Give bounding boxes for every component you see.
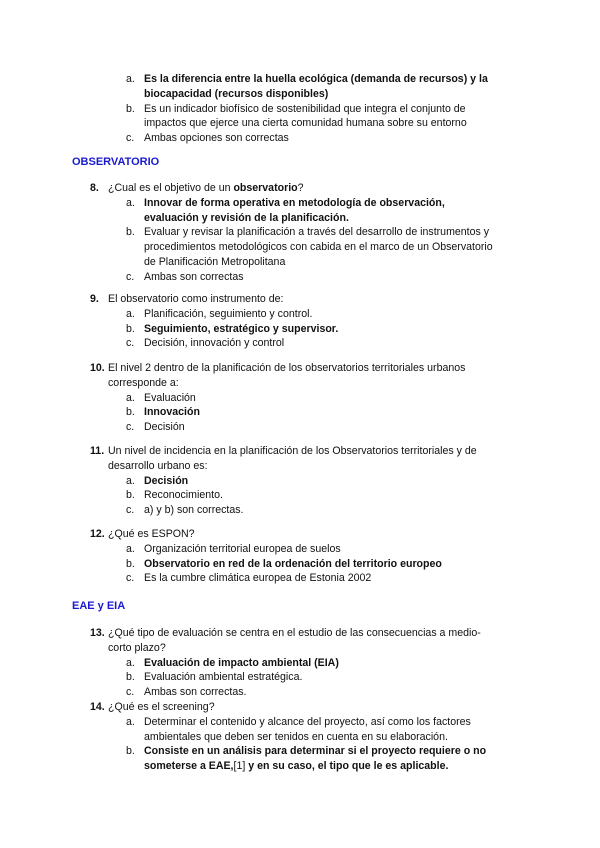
option-text: Evaluar y revisar la planificación a través del desarrollo de instrumentos y procedimientos metodológicos con cabida en el marco de un Observatorio de Planificación Metropolitana bbox=[144, 226, 493, 268]
option-letter: a. bbox=[126, 656, 135, 669]
question-10 bbox=[90, 361, 500, 435]
option-letter: c. bbox=[126, 572, 135, 585]
question-14 bbox=[90, 700, 500, 774]
option-b bbox=[90, 102, 500, 132]
option-text: Decisión bbox=[144, 421, 185, 434]
question-text-bold: observatorio bbox=[233, 182, 298, 194]
question-text-post: ? bbox=[297, 182, 304, 194]
option-b bbox=[90, 322, 500, 337]
question-text: El observatorio como instrumento de: bbox=[108, 293, 284, 305]
option-a bbox=[90, 307, 500, 322]
option-c bbox=[90, 131, 500, 146]
option-c bbox=[90, 420, 500, 435]
option-text: Ambas son correctas bbox=[144, 270, 244, 283]
option-letter: b. bbox=[126, 226, 135, 239]
option-letter: b. bbox=[126, 322, 135, 335]
option-list bbox=[90, 715, 500, 774]
question-text: ¿Qué es el screening? bbox=[108, 701, 215, 713]
option-text: Innovar de forma operativa en metodología de observación, evaluación y revisión de la planificación. bbox=[144, 196, 445, 224]
option-text: Es un indicador biofísico de sostenibilidad que integra el conjunto de impactos que ejerce una cierta comunidad humana sobre su entorno bbox=[144, 102, 467, 130]
option-letter: a. bbox=[126, 715, 135, 728]
option-letter: b. bbox=[126, 671, 135, 684]
option-b bbox=[90, 670, 500, 685]
option-b bbox=[90, 744, 500, 774]
question-number: 12. bbox=[90, 528, 105, 540]
option-text-pre: Consiste en un análisis para determinar si el proyecto requiere o no someterse a EAE, bbox=[144, 745, 487, 773]
question-12 bbox=[90, 527, 500, 586]
option-c bbox=[90, 270, 500, 285]
option-a bbox=[90, 474, 500, 489]
option-a bbox=[90, 656, 500, 671]
option-b bbox=[90, 225, 500, 269]
option-text bbox=[144, 745, 486, 772]
question-text: ¿Qué tipo de evaluación se centra en el estudio de las consecuencias a medio-corto plazo? bbox=[108, 627, 481, 654]
option-list bbox=[90, 307, 500, 351]
option-a bbox=[90, 542, 500, 557]
option-list bbox=[90, 542, 500, 586]
question-9 bbox=[90, 292, 500, 351]
option-list bbox=[90, 72, 500, 146]
option-text: Ambas opciones son correctas bbox=[144, 132, 289, 145]
option-b bbox=[90, 557, 500, 572]
question-text: ¿Qué es ESPON? bbox=[108, 528, 195, 540]
option-letter: c. bbox=[126, 686, 135, 699]
question-8 bbox=[90, 181, 500, 285]
option-a bbox=[90, 715, 500, 745]
section-title-observatorio: OBSERVATORIO bbox=[72, 156, 160, 168]
option-text: Es la diferencia entre la huella ecológica (demanda de recursos) y la biocapacidad (recursos disponibles) bbox=[144, 73, 488, 100]
option-text: Es la cumbre climática europea de Estonia 2002 bbox=[144, 572, 372, 585]
question-number: 10. bbox=[90, 362, 105, 374]
question-text: Un nivel de incidencia en la planificación de los Observatorios territoriales y de desarrollo urbano es: bbox=[108, 445, 477, 472]
option-letter: c. bbox=[126, 132, 135, 145]
option-letter: c. bbox=[126, 337, 135, 350]
option-c bbox=[90, 685, 500, 700]
option-letter: a. bbox=[126, 307, 135, 320]
question-number: 11. bbox=[90, 445, 105, 457]
question-number: 13. bbox=[90, 627, 105, 639]
option-text: Seguimiento, estratégico y supervisor. bbox=[144, 322, 339, 335]
option-list bbox=[90, 196, 500, 285]
option-letter: a. bbox=[126, 542, 135, 555]
question-text: El nivel 2 dentro de la planificación de los observatorios territoriales urbanos corresponde a: bbox=[108, 362, 466, 389]
option-text: Organización territorial europea de suelos bbox=[144, 542, 341, 555]
footnote-reference-link[interactable]: [1] bbox=[233, 760, 246, 773]
option-text: Evaluación de impacto ambiental (EIA) bbox=[144, 656, 339, 669]
option-text: Planificación, seguimiento y control. bbox=[144, 307, 313, 320]
option-list bbox=[90, 391, 500, 435]
option-c bbox=[90, 571, 500, 586]
option-list bbox=[90, 656, 500, 700]
option-letter: b. bbox=[126, 102, 135, 115]
option-letter: c. bbox=[126, 421, 135, 434]
option-b bbox=[90, 488, 500, 503]
option-text: Ambas son correctas. bbox=[144, 686, 247, 699]
option-text: Decisión bbox=[144, 474, 189, 487]
option-letter: b. bbox=[126, 406, 135, 419]
option-letter: c. bbox=[126, 504, 135, 517]
option-text: Determinar el contenido y alcance del proyecto, así como los factores ambientales que deben ser tenidos en cuenta en su elaboración. bbox=[144, 715, 471, 743]
option-letter: a. bbox=[126, 73, 135, 85]
question-11 bbox=[90, 444, 500, 518]
option-letter: a. bbox=[126, 391, 135, 404]
option-c bbox=[90, 503, 500, 518]
option-letter: b. bbox=[126, 745, 135, 758]
option-a bbox=[90, 72, 500, 102]
option-a bbox=[90, 196, 500, 226]
option-list bbox=[90, 474, 500, 518]
question-7-options bbox=[90, 72, 500, 146]
option-text: Evaluación ambiental estratégica. bbox=[144, 671, 303, 684]
section-title-eae-eia: EAE y EIA bbox=[72, 600, 126, 612]
question-text bbox=[90, 181, 500, 196]
option-letter: a. bbox=[126, 196, 135, 209]
option-b bbox=[90, 405, 500, 420]
option-text-post: y en su caso, el tipo que le es aplicable. bbox=[245, 760, 449, 773]
option-letter: b. bbox=[126, 489, 135, 502]
option-text: Reconocimiento. bbox=[144, 489, 223, 502]
option-letter: b. bbox=[126, 557, 135, 570]
question-number: 9. bbox=[90, 293, 99, 305]
question-number: 8. bbox=[90, 182, 99, 194]
option-a bbox=[90, 391, 500, 406]
option-text: Innovación bbox=[144, 406, 200, 419]
option-letter: a. bbox=[126, 474, 135, 487]
question-13 bbox=[90, 626, 500, 700]
option-text: Evaluación bbox=[144, 391, 196, 404]
option-letter: c. bbox=[126, 270, 135, 283]
option-text: Observatorio en red de la ordenación del territorio europeo bbox=[144, 557, 442, 570]
question-text-pre: ¿Cual es el objetivo de un bbox=[108, 182, 234, 194]
option-c bbox=[90, 336, 500, 351]
option-text: Decisión, innovación y control bbox=[144, 337, 285, 350]
option-text: a) y b) son correctas. bbox=[144, 504, 244, 517]
question-number: 14. bbox=[90, 701, 105, 713]
